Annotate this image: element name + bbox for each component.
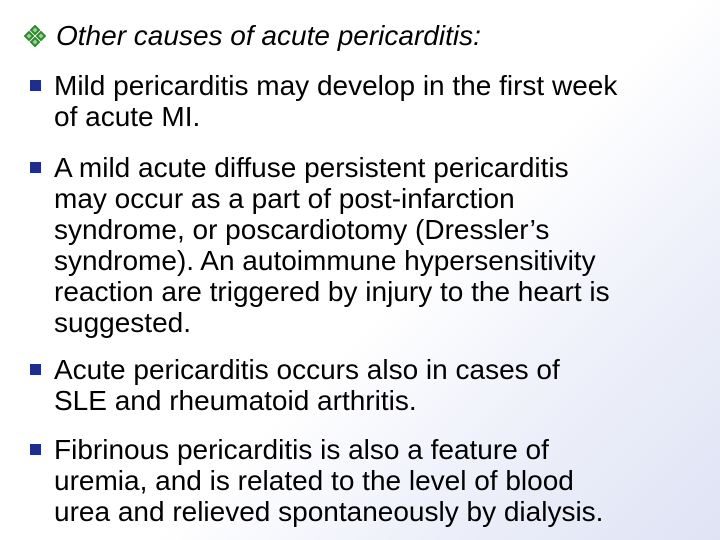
bullet-text: Acute pericarditis occurs also in cases of SLE and rheumatoid arthritis.	[54, 354, 560, 416]
square-bullet-icon	[30, 444, 41, 455]
list-item	[30, 354, 710, 420]
bullet-text: Mild pericarditis may develop in the first week of acute MI.	[54, 70, 618, 132]
slide-title: Other causes of acute pericarditis:	[56, 20, 481, 51]
square-bullet-icon	[30, 364, 41, 375]
slide-title-row	[24, 16, 481, 56]
bullet-text: A mild acute diffuse persistent pericarditis may occur as a part of post-infarction syndrome, or poscardiotomy (Dressler’s syndrome). An autoimmune hypersensitivity reaction are triggered by injury to the heart is suggested.	[54, 152, 610, 338]
list-item	[30, 152, 710, 342]
list-item	[30, 70, 710, 136]
bullet-text: Fibrinous pericarditis is also a feature of uremia, and is related to the level of blood urea and relieved spontaneously by dialysis.	[54, 434, 604, 527]
square-bullet-icon	[30, 162, 41, 173]
diamond-icon	[24, 25, 46, 47]
square-bullet-icon	[30, 80, 41, 91]
list-item	[30, 434, 710, 532]
